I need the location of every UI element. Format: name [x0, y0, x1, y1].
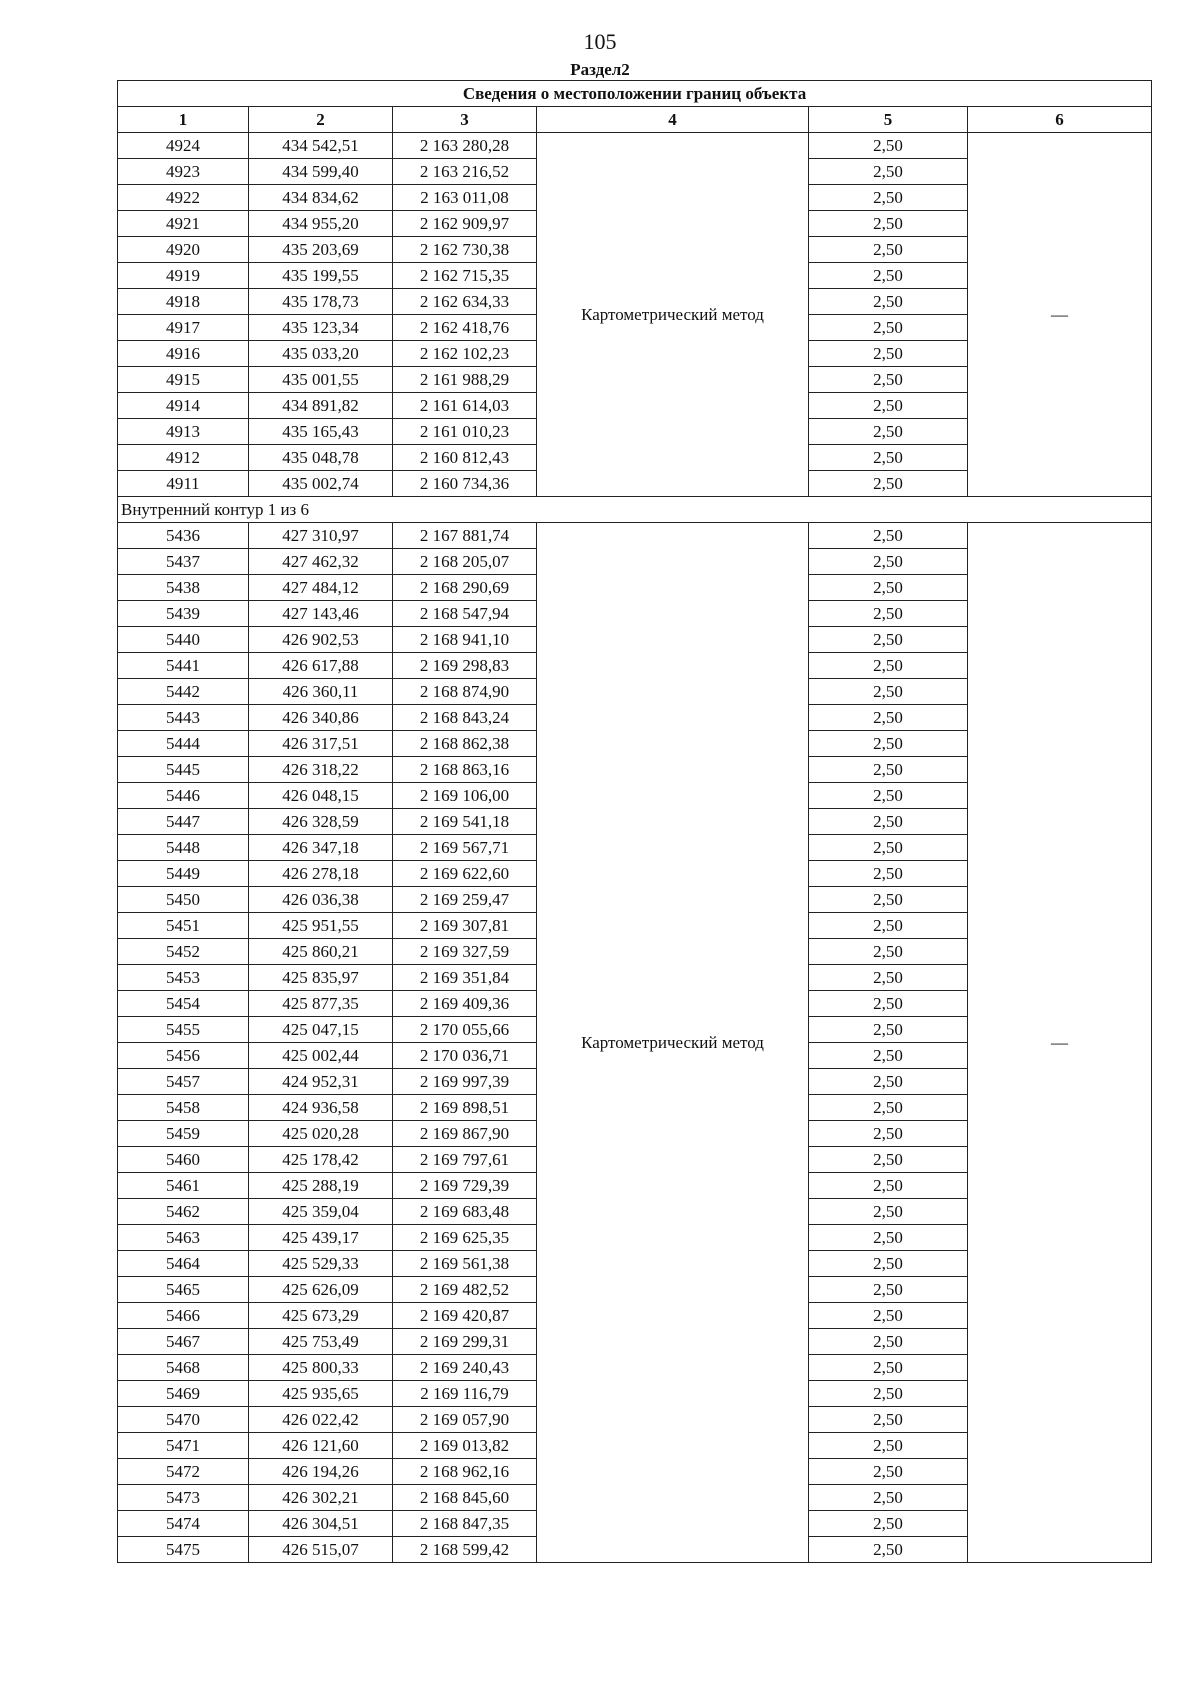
y-coordinate-cell: 2 160 734,36	[393, 471, 537, 497]
x-coordinate-cell: 434 599,40	[249, 159, 393, 185]
x-coordinate-cell: 435 123,34	[249, 315, 393, 341]
precision-cell: 2,50	[809, 1095, 968, 1121]
precision-cell: 2,50	[809, 1329, 968, 1355]
x-coordinate-cell: 425 439,17	[249, 1225, 393, 1251]
x-coordinate-cell: 425 359,04	[249, 1199, 393, 1225]
x-coordinate-cell: 426 902,53	[249, 627, 393, 653]
point-number-cell: 5440	[118, 627, 249, 653]
x-coordinate-cell: 427 484,12	[249, 575, 393, 601]
x-coordinate-cell: 426 318,22	[249, 757, 393, 783]
y-coordinate-cell: 2 168 205,07	[393, 549, 537, 575]
y-coordinate-cell: 2 169 567,71	[393, 835, 537, 861]
column-6-cell: —	[968, 133, 1152, 497]
y-coordinate-cell: 2 168 863,16	[393, 757, 537, 783]
y-coordinate-cell: 2 168 847,35	[393, 1511, 537, 1537]
y-coordinate-cell: 2 170 036,71	[393, 1043, 537, 1069]
table-body	[118, 133, 1152, 1563]
y-coordinate-cell: 2 169 622,60	[393, 861, 537, 887]
point-number-cell: 5458	[118, 1095, 249, 1121]
y-coordinate-cell: 2 169 307,81	[393, 913, 537, 939]
x-coordinate-cell: 434 891,82	[249, 393, 393, 419]
y-coordinate-cell: 2 169 116,79	[393, 1381, 537, 1407]
precision-cell: 2,50	[809, 1069, 968, 1095]
x-coordinate-cell: 427 143,46	[249, 601, 393, 627]
precision-cell: 2,50	[809, 1017, 968, 1043]
x-coordinate-cell: 434 542,51	[249, 133, 393, 159]
x-coordinate-cell: 435 001,55	[249, 367, 393, 393]
y-coordinate-cell: 2 169 259,47	[393, 887, 537, 913]
contour-label: Внутренний контур 1 из 6	[118, 497, 1152, 523]
y-coordinate-cell: 2 169 299,31	[393, 1329, 537, 1355]
precision-cell: 2,50	[809, 861, 968, 887]
y-coordinate-cell: 2 168 941,10	[393, 627, 537, 653]
column-header-3: 3	[393, 107, 537, 133]
precision-cell: 2,50	[809, 1225, 968, 1251]
y-coordinate-cell: 2 169 057,90	[393, 1407, 537, 1433]
precision-cell: 2,50	[809, 471, 968, 497]
precision-cell: 2,50	[809, 1433, 968, 1459]
precision-cell: 2,50	[809, 757, 968, 783]
precision-cell: 2,50	[809, 1173, 968, 1199]
x-coordinate-cell: 425 002,44	[249, 1043, 393, 1069]
precision-cell: 2,50	[809, 835, 968, 861]
y-coordinate-cell: 2 162 909,97	[393, 211, 537, 237]
x-coordinate-cell: 425 951,55	[249, 913, 393, 939]
precision-cell: 2,50	[809, 1381, 968, 1407]
point-number-cell: 5459	[118, 1121, 249, 1147]
point-number-cell: 5450	[118, 887, 249, 913]
y-coordinate-cell: 2 167 881,74	[393, 523, 537, 549]
y-coordinate-cell: 2 169 997,39	[393, 1069, 537, 1095]
y-coordinate-cell: 2 168 290,69	[393, 575, 537, 601]
y-coordinate-cell: 2 168 845,60	[393, 1485, 537, 1511]
precision-cell: 2,50	[809, 419, 968, 445]
point-number-cell: 5447	[118, 809, 249, 835]
precision-cell: 2,50	[809, 367, 968, 393]
point-number-cell: 5466	[118, 1303, 249, 1329]
precision-cell: 2,50	[809, 445, 968, 471]
x-coordinate-cell: 426 347,18	[249, 835, 393, 861]
y-coordinate-cell: 2 169 683,48	[393, 1199, 537, 1225]
column-header-6: 6	[968, 107, 1152, 133]
point-number-cell: 5471	[118, 1433, 249, 1459]
point-number-cell: 5453	[118, 965, 249, 991]
y-coordinate-cell: 2 161 010,23	[393, 419, 537, 445]
x-coordinate-cell: 424 952,31	[249, 1069, 393, 1095]
y-coordinate-cell: 2 169 898,51	[393, 1095, 537, 1121]
y-coordinate-cell: 2 162 715,35	[393, 263, 537, 289]
x-coordinate-cell: 426 278,18	[249, 861, 393, 887]
y-coordinate-cell: 2 168 547,94	[393, 601, 537, 627]
method-cell: Картометрический метод	[537, 523, 809, 1563]
point-number-cell: 5465	[118, 1277, 249, 1303]
x-coordinate-cell: 426 360,11	[249, 679, 393, 705]
point-number-cell: 5442	[118, 679, 249, 705]
y-coordinate-cell: 2 169 797,61	[393, 1147, 537, 1173]
x-coordinate-cell: 425 835,97	[249, 965, 393, 991]
x-coordinate-cell: 426 036,38	[249, 887, 393, 913]
precision-cell: 2,50	[809, 809, 968, 835]
point-number-cell: 4913	[118, 419, 249, 445]
point-number-cell: 5444	[118, 731, 249, 757]
x-coordinate-cell: 426 302,21	[249, 1485, 393, 1511]
page-number: 105	[583, 29, 617, 54]
x-coordinate-cell: 435 002,74	[249, 471, 393, 497]
precision-cell: 2,50	[809, 549, 968, 575]
x-coordinate-cell: 427 462,32	[249, 549, 393, 575]
column-header-1: 1	[118, 107, 249, 133]
x-coordinate-cell: 426 022,42	[249, 1407, 393, 1433]
precision-cell: 2,50	[809, 1147, 968, 1173]
method-cell: Картометрический метод	[537, 133, 809, 497]
precision-cell: 2,50	[809, 679, 968, 705]
precision-cell: 2,50	[809, 939, 968, 965]
precision-cell: 2,50	[809, 523, 968, 549]
precision-cell: 2,50	[809, 263, 968, 289]
point-number-cell: 5451	[118, 913, 249, 939]
y-coordinate-cell: 2 169 298,83	[393, 653, 537, 679]
point-number-cell: 5474	[118, 1511, 249, 1537]
y-coordinate-cell: 2 169 867,90	[393, 1121, 537, 1147]
x-coordinate-cell: 425 288,19	[249, 1173, 393, 1199]
x-coordinate-cell: 425 877,35	[249, 991, 393, 1017]
point-number-cell: 4915	[118, 367, 249, 393]
y-coordinate-cell: 2 160 812,43	[393, 445, 537, 471]
x-coordinate-cell: 425 020,28	[249, 1121, 393, 1147]
point-number-cell: 5449	[118, 861, 249, 887]
precision-cell: 2,50	[809, 1537, 968, 1563]
precision-cell: 2,50	[809, 1303, 968, 1329]
point-number-cell: 5436	[118, 523, 249, 549]
point-number-cell: 5454	[118, 991, 249, 1017]
precision-cell: 2,50	[809, 1121, 968, 1147]
y-coordinate-cell: 2 168 862,38	[393, 731, 537, 757]
x-coordinate-cell: 435 178,73	[249, 289, 393, 315]
y-coordinate-cell: 2 163 280,28	[393, 133, 537, 159]
precision-cell: 2,50	[809, 1251, 968, 1277]
x-coordinate-cell: 435 048,78	[249, 445, 393, 471]
section-title: Раздел2	[570, 60, 630, 79]
precision-cell: 2,50	[809, 653, 968, 679]
point-number-cell: 5460	[118, 1147, 249, 1173]
x-coordinate-cell: 426 121,60	[249, 1433, 393, 1459]
precision-cell: 2,50	[809, 1407, 968, 1433]
point-number-cell: 4918	[118, 289, 249, 315]
precision-cell: 2,50	[809, 731, 968, 757]
column-header-2: 2	[249, 107, 393, 133]
precision-cell: 2,50	[809, 133, 968, 159]
point-number-cell: 4911	[118, 471, 249, 497]
x-coordinate-cell: 425 626,09	[249, 1277, 393, 1303]
x-coordinate-cell: 426 617,88	[249, 653, 393, 679]
column-6-cell: —	[968, 523, 1152, 1563]
precision-cell: 2,50	[809, 575, 968, 601]
y-coordinate-cell: 2 169 106,00	[393, 783, 537, 809]
x-coordinate-cell: 426 515,07	[249, 1537, 393, 1563]
precision-cell: 2,50	[809, 1459, 968, 1485]
column-header-5: 5	[809, 107, 968, 133]
point-number-cell: 4922	[118, 185, 249, 211]
point-number-cell: 4917	[118, 315, 249, 341]
y-coordinate-cell: 2 168 962,16	[393, 1459, 537, 1485]
point-number-cell: 4924	[118, 133, 249, 159]
y-coordinate-cell: 2 169 013,82	[393, 1433, 537, 1459]
y-coordinate-cell: 2 163 216,52	[393, 159, 537, 185]
point-number-cell: 5457	[118, 1069, 249, 1095]
x-coordinate-cell: 434 955,20	[249, 211, 393, 237]
x-coordinate-cell: 435 203,69	[249, 237, 393, 263]
y-coordinate-cell: 2 168 599,42	[393, 1537, 537, 1563]
y-coordinate-cell: 2 169 409,36	[393, 991, 537, 1017]
x-coordinate-cell: 426 194,26	[249, 1459, 393, 1485]
y-coordinate-cell: 2 169 240,43	[393, 1355, 537, 1381]
y-coordinate-cell: 2 163 011,08	[393, 185, 537, 211]
point-number-cell: 5473	[118, 1485, 249, 1511]
x-coordinate-cell: 426 048,15	[249, 783, 393, 809]
x-coordinate-cell: 425 047,15	[249, 1017, 393, 1043]
point-number-cell: 5446	[118, 783, 249, 809]
point-number-cell: 5437	[118, 549, 249, 575]
precision-cell: 2,50	[809, 185, 968, 211]
point-number-cell: 4919	[118, 263, 249, 289]
y-coordinate-cell: 2 162 102,23	[393, 341, 537, 367]
precision-cell: 2,50	[809, 341, 968, 367]
point-number-cell: 5448	[118, 835, 249, 861]
table-row	[118, 523, 1152, 549]
point-number-cell: 5441	[118, 653, 249, 679]
x-coordinate-cell: 435 165,43	[249, 419, 393, 445]
y-coordinate-cell: 2 168 843,24	[393, 705, 537, 731]
point-number-cell: 5463	[118, 1225, 249, 1251]
column-header-4: 4	[537, 107, 809, 133]
point-number-cell: 5472	[118, 1459, 249, 1485]
x-coordinate-cell: 426 317,51	[249, 731, 393, 757]
precision-cell: 2,50	[809, 965, 968, 991]
contour-label-row	[118, 497, 1152, 523]
table-caption: Сведения о местоположении границ объекта	[118, 81, 1152, 107]
y-coordinate-cell: 2 169 327,59	[393, 939, 537, 965]
y-coordinate-cell: 2 169 625,35	[393, 1225, 537, 1251]
x-coordinate-cell: 435 033,20	[249, 341, 393, 367]
table-row	[118, 133, 1152, 159]
precision-cell: 2,50	[809, 1355, 968, 1381]
point-number-cell: 4916	[118, 341, 249, 367]
point-number-cell: 4912	[118, 445, 249, 471]
point-number-cell: 4923	[118, 159, 249, 185]
point-number-cell: 4920	[118, 237, 249, 263]
x-coordinate-cell: 425 529,33	[249, 1251, 393, 1277]
point-number-cell: 5469	[118, 1381, 249, 1407]
precision-cell: 2,50	[809, 991, 968, 1017]
y-coordinate-cell: 2 169 729,39	[393, 1173, 537, 1199]
boundary-coordinates-table	[117, 80, 1152, 1563]
precision-cell: 2,50	[809, 1277, 968, 1303]
y-coordinate-cell: 2 162 730,38	[393, 237, 537, 263]
point-number-cell: 5445	[118, 757, 249, 783]
x-coordinate-cell: 425 800,33	[249, 1355, 393, 1381]
y-coordinate-cell: 2 162 418,76	[393, 315, 537, 341]
x-coordinate-cell: 426 304,51	[249, 1511, 393, 1537]
precision-cell: 2,50	[809, 913, 968, 939]
point-number-cell: 4921	[118, 211, 249, 237]
precision-cell: 2,50	[809, 159, 968, 185]
x-coordinate-cell: 426 328,59	[249, 809, 393, 835]
y-coordinate-cell: 2 169 351,84	[393, 965, 537, 991]
precision-cell: 2,50	[809, 887, 968, 913]
point-number-cell: 5468	[118, 1355, 249, 1381]
precision-cell: 2,50	[809, 783, 968, 809]
x-coordinate-cell: 425 935,65	[249, 1381, 393, 1407]
y-coordinate-cell: 2 161 988,29	[393, 367, 537, 393]
y-coordinate-cell: 2 161 614,03	[393, 393, 537, 419]
point-number-cell: 5455	[118, 1017, 249, 1043]
y-coordinate-cell: 2 170 055,66	[393, 1017, 537, 1043]
precision-cell: 2,50	[809, 627, 968, 653]
y-coordinate-cell: 2 169 561,38	[393, 1251, 537, 1277]
point-number-cell: 5443	[118, 705, 249, 731]
y-coordinate-cell: 2 169 420,87	[393, 1303, 537, 1329]
y-coordinate-cell: 2 168 874,90	[393, 679, 537, 705]
precision-cell: 2,50	[809, 705, 968, 731]
x-coordinate-cell: 424 936,58	[249, 1095, 393, 1121]
precision-cell: 2,50	[809, 393, 968, 419]
point-number-cell: 4914	[118, 393, 249, 419]
point-number-cell: 5462	[118, 1199, 249, 1225]
precision-cell: 2,50	[809, 315, 968, 341]
precision-cell: 2,50	[809, 1199, 968, 1225]
precision-cell: 2,50	[809, 1485, 968, 1511]
point-number-cell: 5439	[118, 601, 249, 627]
x-coordinate-cell: 435 199,55	[249, 263, 393, 289]
point-number-cell: 5438	[118, 575, 249, 601]
x-coordinate-cell: 426 340,86	[249, 705, 393, 731]
point-number-cell: 5452	[118, 939, 249, 965]
precision-cell: 2,50	[809, 211, 968, 237]
y-coordinate-cell: 2 169 482,52	[393, 1277, 537, 1303]
precision-cell: 2,50	[809, 289, 968, 315]
x-coordinate-cell: 425 753,49	[249, 1329, 393, 1355]
y-coordinate-cell: 2 169 541,18	[393, 809, 537, 835]
y-coordinate-cell: 2 162 634,33	[393, 289, 537, 315]
x-coordinate-cell: 434 834,62	[249, 185, 393, 211]
x-coordinate-cell: 425 673,29	[249, 1303, 393, 1329]
precision-cell: 2,50	[809, 237, 968, 263]
x-coordinate-cell: 425 178,42	[249, 1147, 393, 1173]
point-number-cell: 5467	[118, 1329, 249, 1355]
point-number-cell: 5461	[118, 1173, 249, 1199]
point-number-cell: 5470	[118, 1407, 249, 1433]
point-number-cell: 5475	[118, 1537, 249, 1563]
x-coordinate-cell: 425 860,21	[249, 939, 393, 965]
point-number-cell: 5456	[118, 1043, 249, 1069]
precision-cell: 2,50	[809, 1511, 968, 1537]
x-coordinate-cell: 427 310,97	[249, 523, 393, 549]
precision-cell: 2,50	[809, 1043, 968, 1069]
precision-cell: 2,50	[809, 601, 968, 627]
point-number-cell: 5464	[118, 1251, 249, 1277]
